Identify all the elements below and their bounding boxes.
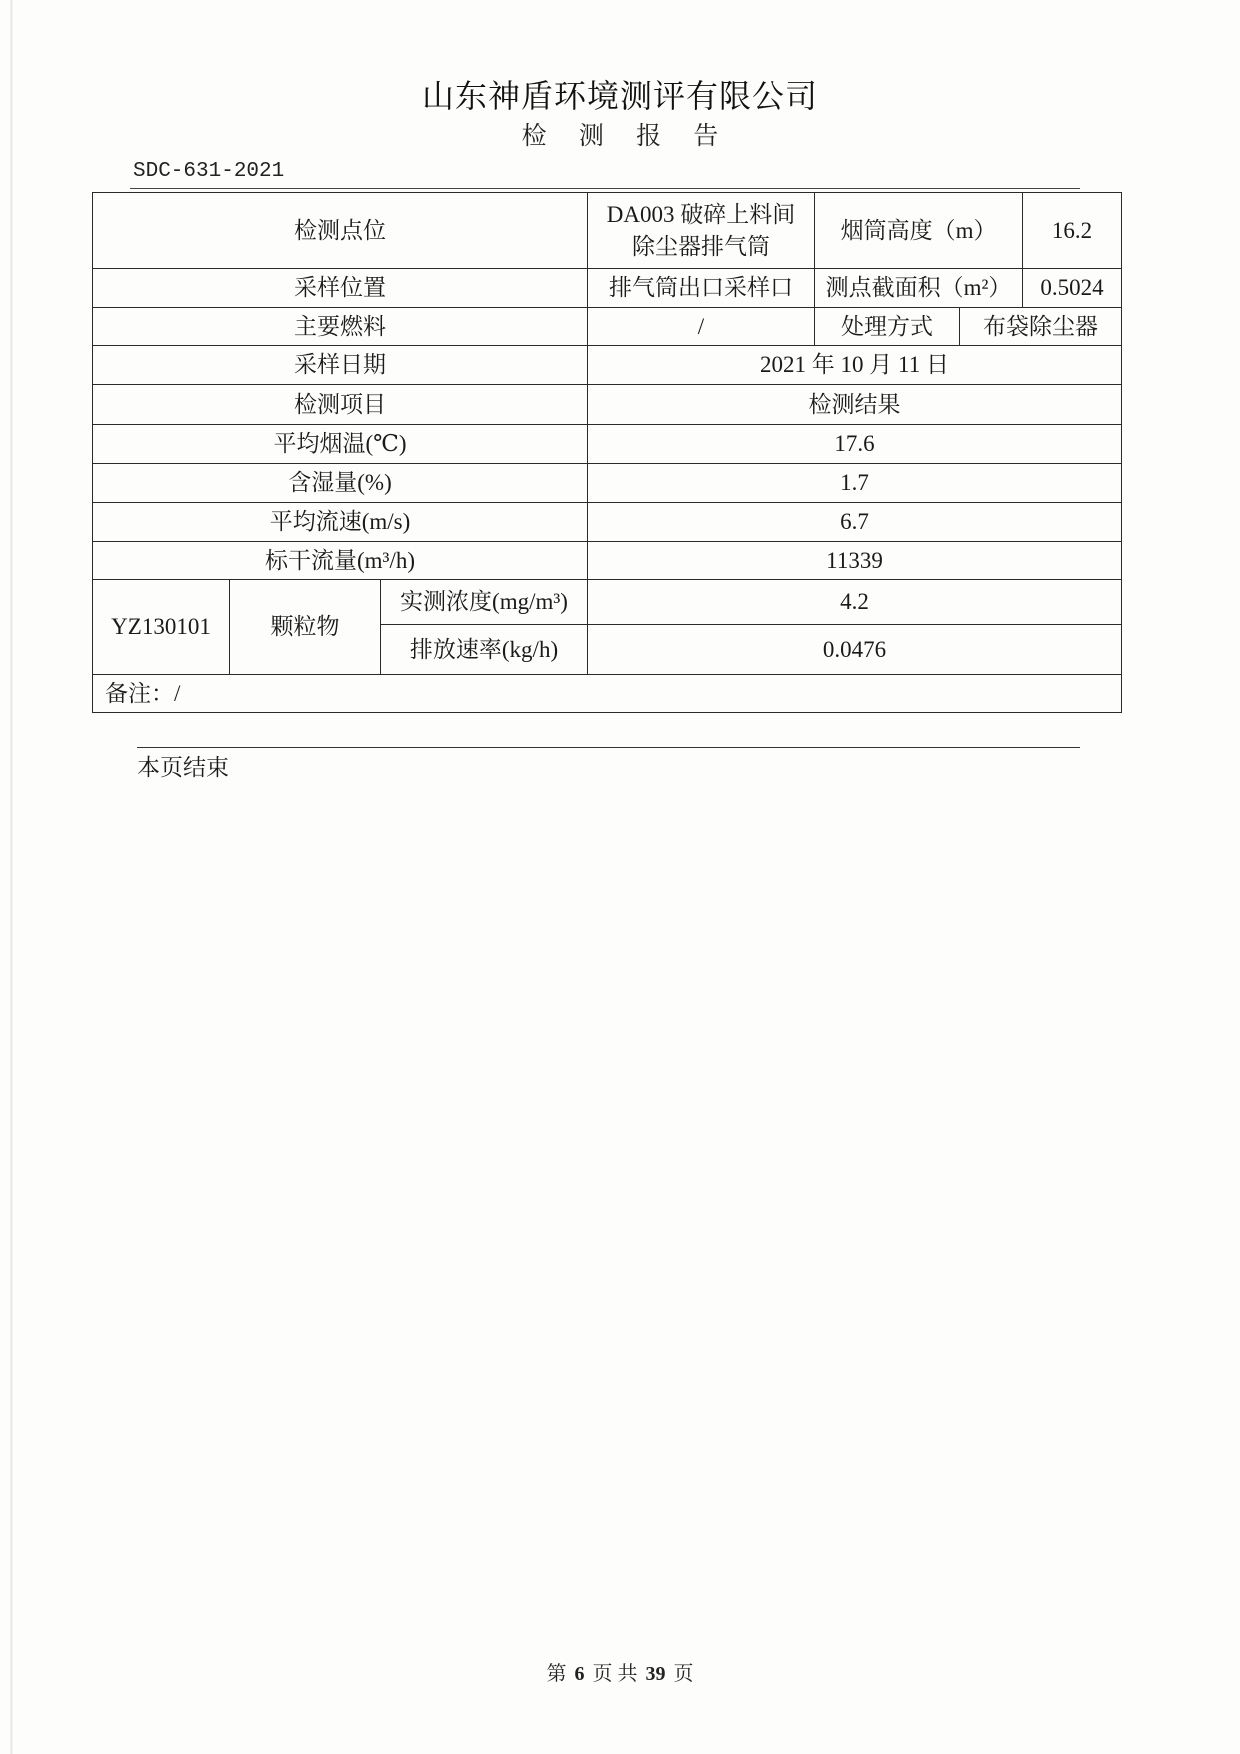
measure-value: 0.0476 bbox=[588, 625, 1122, 675]
table-row bbox=[93, 503, 1122, 542]
measure-value: 4.2 bbox=[588, 580, 1122, 625]
item-header: 检测项目 bbox=[93, 385, 588, 425]
footer-prefix: 第 bbox=[546, 1663, 567, 1685]
end-note: 本页结束 bbox=[137, 755, 229, 780]
point-value-line1: DA003 破碎上料间 bbox=[606, 201, 796, 227]
remark: 备注：/ bbox=[93, 675, 1122, 713]
row-label: 平均流速(m/s) bbox=[93, 503, 588, 542]
treatment-label: 处理方式 bbox=[815, 308, 960, 346]
end-divider bbox=[137, 747, 1080, 748]
row-value: 11339 bbox=[588, 542, 1122, 580]
table-row bbox=[93, 542, 1122, 580]
total-pages: 39 bbox=[645, 1663, 666, 1685]
footer-middle: 页 共 bbox=[592, 1663, 638, 1685]
page-number: 6 bbox=[574, 1663, 585, 1685]
point-label: 检测点位 bbox=[93, 193, 588, 269]
fuel-label: 主要燃料 bbox=[93, 308, 588, 346]
stack-height-label: 烟筒高度（m） bbox=[815, 193, 1023, 269]
pollutant-name: 颗粒物 bbox=[230, 580, 381, 675]
row-remark bbox=[93, 675, 1122, 713]
sampling-position-value: 排气筒出口采样口 bbox=[588, 269, 815, 308]
sampling-date-label: 采样日期 bbox=[93, 346, 588, 385]
fuel-value: / bbox=[588, 308, 815, 346]
measure-label: 排放速率(kg/h) bbox=[381, 625, 588, 675]
row-fuel bbox=[93, 308, 1122, 346]
sampling-date-value: 2021 年 10 月 11 日 bbox=[588, 346, 1122, 385]
stack-height-value: 16.2 bbox=[1023, 193, 1122, 269]
row-point bbox=[93, 193, 1122, 269]
table-row bbox=[93, 464, 1122, 503]
point-value-line2: 除尘器排气筒 bbox=[632, 233, 770, 259]
row-sampling-position bbox=[93, 269, 1122, 308]
row-sampling-date bbox=[93, 346, 1122, 385]
row-label: 标干流量(m³/h) bbox=[93, 542, 588, 580]
report-number: SDC-631-2021 bbox=[133, 160, 285, 183]
section-area-value: 0.5024 bbox=[1023, 269, 1122, 308]
scan-edge-shadow bbox=[10, 0, 13, 1754]
footer-suffix: 页 bbox=[673, 1663, 694, 1685]
result-header: 检测结果 bbox=[588, 385, 1122, 425]
company-name: 山东神盾环境测评有限公司 bbox=[421, 77, 818, 115]
page-footer bbox=[0, 1660, 1240, 1688]
point-value bbox=[588, 193, 815, 269]
header-divider bbox=[130, 188, 1080, 189]
row-label: 平均烟温(℃) bbox=[93, 425, 588, 464]
report-table bbox=[92, 192, 1122, 713]
row-value: 17.6 bbox=[588, 425, 1122, 464]
sampling-position-label: 采样位置 bbox=[93, 269, 588, 308]
row-label: 含湿量(%) bbox=[93, 464, 588, 503]
row-value: 6.7 bbox=[588, 503, 1122, 542]
treatment-value: 布袋除尘器 bbox=[960, 308, 1122, 346]
table-row bbox=[93, 425, 1122, 464]
row-result-header bbox=[93, 385, 1122, 425]
section-area-label: 测点截面积（m²） bbox=[815, 269, 1023, 308]
row-value: 1.7 bbox=[588, 464, 1122, 503]
pollutant-code: YZ130101 bbox=[93, 580, 230, 675]
row-pollutant-concentration bbox=[93, 580, 1122, 625]
measure-label: 实测浓度(mg/m³) bbox=[381, 580, 588, 625]
report-title: 检 测 报 告 bbox=[521, 123, 732, 150]
